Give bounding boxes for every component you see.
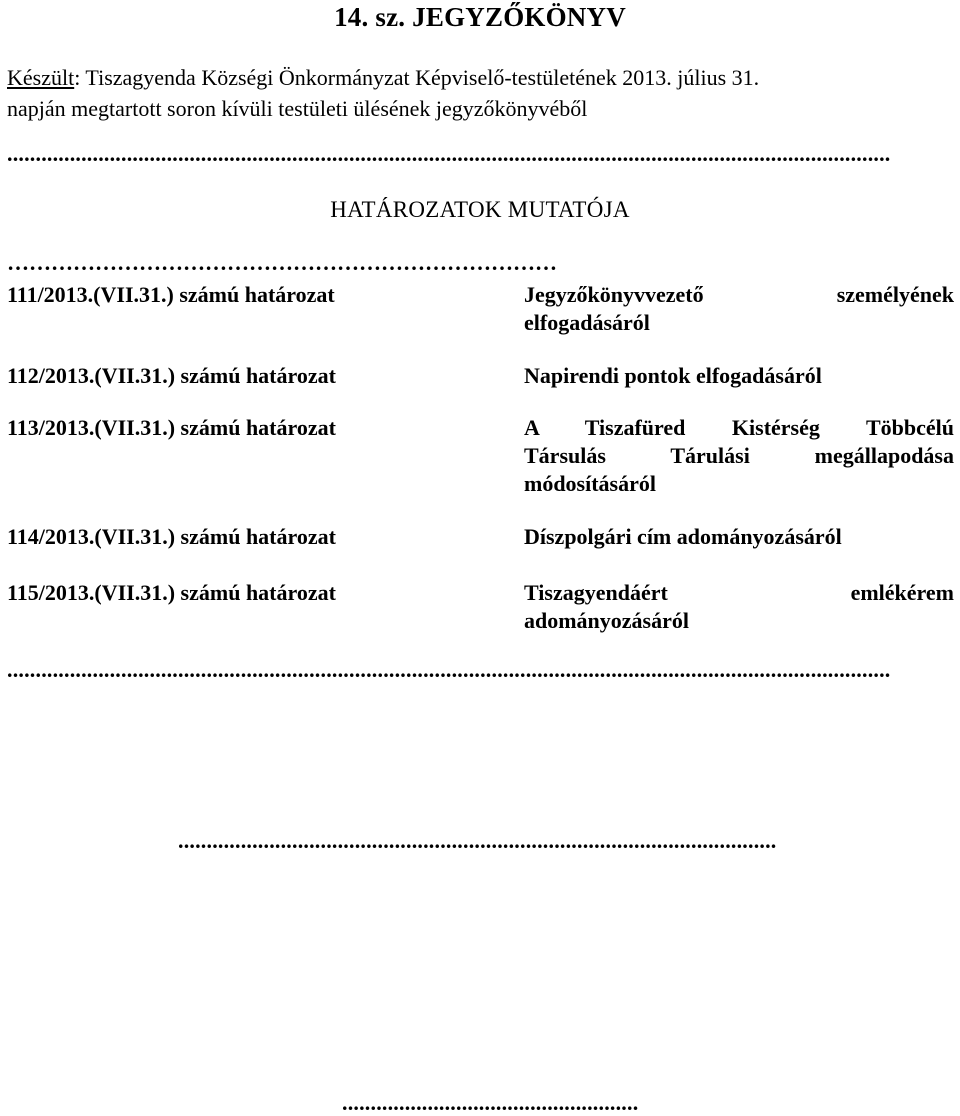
resolution-number: 111/2013.(VII.31.) számú határozat <box>7 282 335 307</box>
resolution-subject-line: Jegyzőkönyvvezető személyének <box>524 282 954 307</box>
resolutions-list <box>7 281 955 635</box>
resolution-subject-line: módosításáról <box>524 471 656 496</box>
intro-line-1-text <box>7 62 759 93</box>
separator-dots-bottom: ........................................................................................................................................................... <box>7 657 891 682</box>
resolution-row <box>7 414 955 498</box>
resolution-subject-line: Tiszagyendáért emlékérem <box>524 580 954 605</box>
resolution-subject-line: adományozásáról <box>524 608 689 633</box>
separator-dots-middle: ......................................................................................................... <box>178 828 777 853</box>
resolution-number: 114/2013.(VII.31.) számú határozat <box>7 524 336 549</box>
section-heading: HATÁROZATOK MUTATÓJA <box>330 197 630 222</box>
resolution-subject <box>524 579 954 635</box>
resolution-subject <box>524 362 954 390</box>
resolution-number: 112/2013.(VII.31.) számú határozat <box>7 363 336 388</box>
resolution-row <box>7 523 955 551</box>
resolution-row <box>7 579 955 635</box>
resolution-subject-line: Díszpolgári cím adományozásáról <box>524 524 842 549</box>
keszult-label: Készült <box>7 65 75 90</box>
resolution-row <box>7 281 955 339</box>
intro-line-2: napján megtartott soron kívüli testületi ülésének jegyzőkönyvéből <box>7 96 588 121</box>
separator-dots-end: .................................................... <box>342 1090 639 1115</box>
resolution-subject <box>524 414 954 498</box>
intro-line-1-rest: : Tiszagyenda Községi Önkormányzat Képviselő-testületének 2013. július 31. <box>74 65 760 90</box>
resolution-subject-line: A Tiszafüred Kistérség Többcélú <box>524 415 954 440</box>
resolution-subject <box>524 523 954 551</box>
resolution-number: 115/2013.(VII.31.) számú határozat <box>7 580 336 605</box>
resolution-number: 113/2013.(VII.31.) számú határozat <box>7 415 336 440</box>
resolution-subject-line: elfogadásáról <box>524 310 650 335</box>
resolution-subject-line: Napirendi pontok elfogadásáról <box>524 363 822 388</box>
separator-dots-wide: ………………………………………………………………… <box>7 250 557 275</box>
resolution-subject-line: Társulás Tárulási megállapodása <box>524 443 954 468</box>
separator-dots: ........................................................................................................................................................... <box>7 141 891 166</box>
resolution-row <box>7 362 955 390</box>
intro-paragraph <box>7 62 947 124</box>
resolution-subject <box>524 281 954 339</box>
intro-line-1 <box>7 62 947 93</box>
document-title: 14. sz. JEGYZŐKÖNYV <box>334 2 626 32</box>
